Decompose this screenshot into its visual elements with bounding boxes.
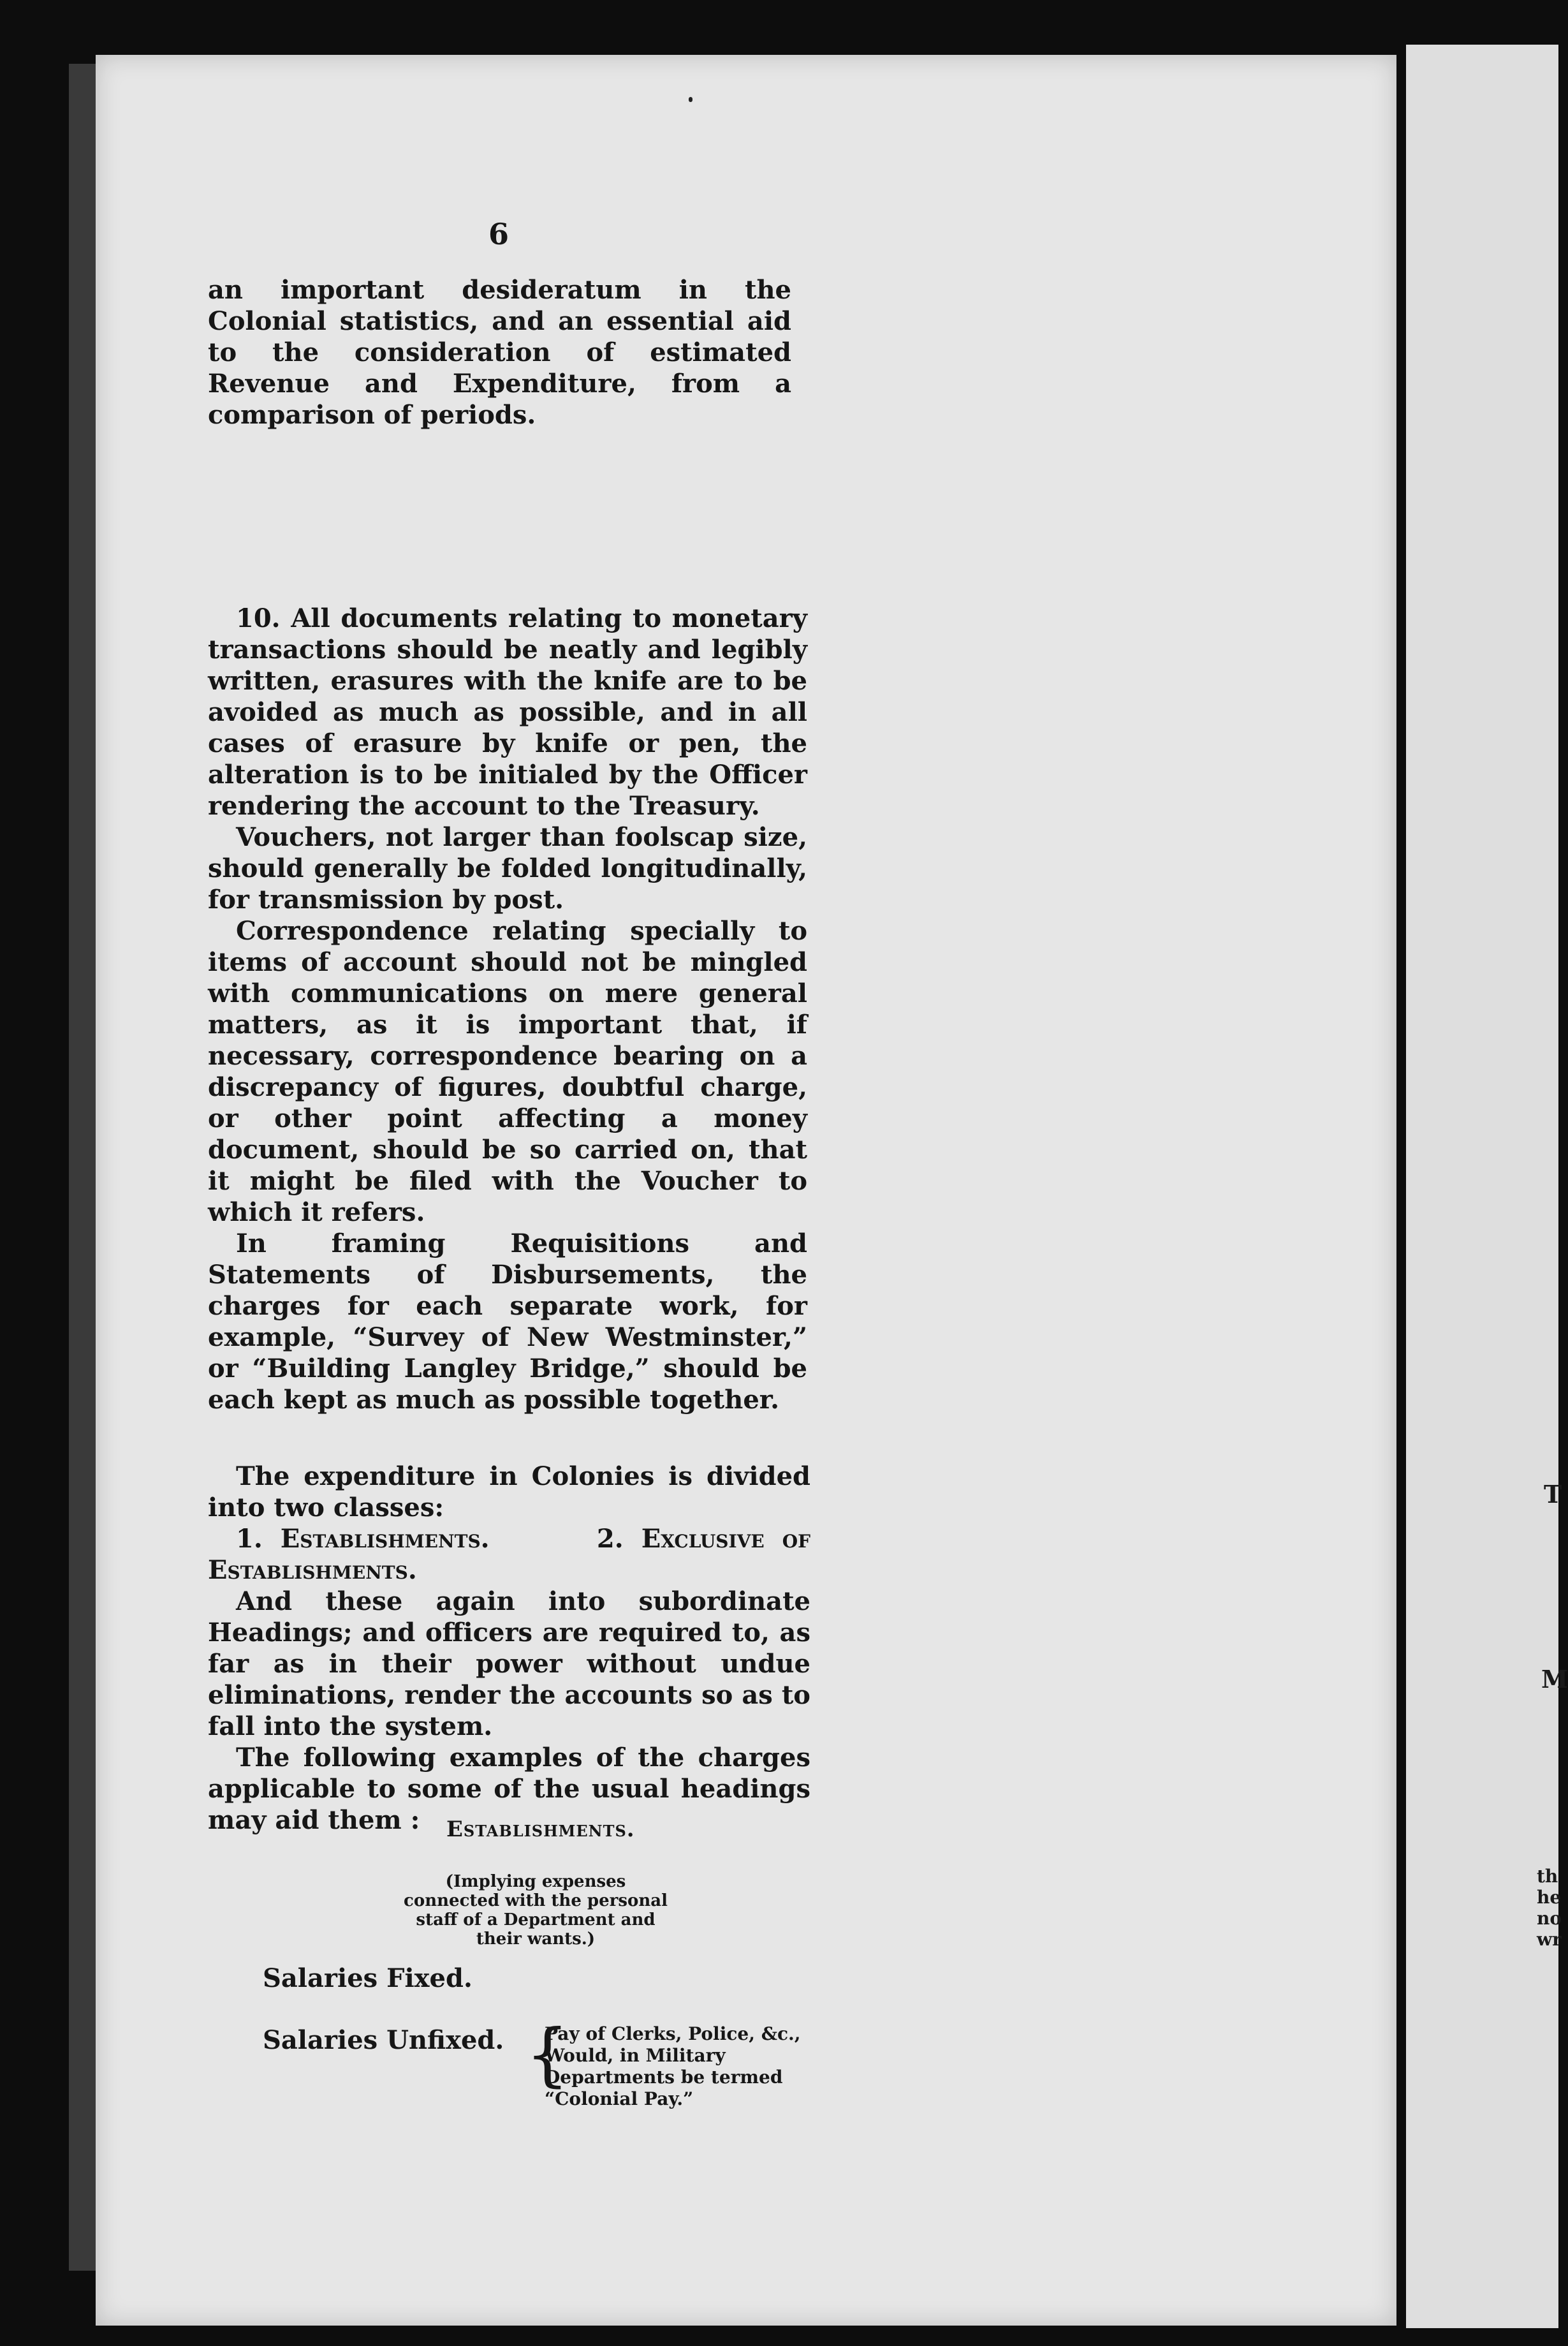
salaries-unfixed-note: Pay of Clerks, Police, &c., Would, in Military Departments be termed “Colonial Pay.”	[545, 2023, 801, 2109]
paragraph-expenditure: The expenditure in Colonies is divided into two classes:	[208, 1461, 810, 1523]
intro-paragraph	[208, 274, 791, 431]
binding-strip	[69, 64, 98, 2271]
paragraph-examples: The following examples of the charges applicable to some of the usual headings may aid them :	[208, 1743, 810, 1835]
adjacent-page-edge	[1406, 45, 1568, 2328]
paragraph-correspondence: Correspondence relating specially to items of account should not be mingled with communications on mere general matters, as it is important that, if necessary, correspondence bearing on a discrepancy of figures, doubtful charge, or other point affecting a money document, should be so carried on, that it might be filed with the Voucher to which it refers.	[208, 916, 807, 1227]
curly-brace-icon: {	[525, 2015, 569, 2095]
establishments-heading: Establishments.	[446, 1817, 635, 1842]
paragraph-subordinate: And these again into subordinate Headings; and officers are required to, as far as in their power without undue eliminations, render the accounts so as to fall into the system.	[208, 1586, 810, 1741]
adjacent-page-fragment: M	[1541, 1665, 1568, 1693]
paragraph-vouchers: Vouchers, not larger than foolscap size, should generally be folded longitudinally, for transmission by post.	[208, 822, 807, 915]
classes-line	[208, 1523, 810, 1586]
class-exclusive: 2. Exclusive of Establishments.	[208, 1524, 810, 1585]
page-number: 6	[488, 217, 509, 251]
intro-text: an important desideratum in the Colonial statistics, and an essential aid to the consideration of estimated Revenue and Expenditure, from a comparison of periods.	[208, 275, 791, 430]
paragraph-requisitions: In framing Requisitions and Statements of Disbursements, the charges for each separate work, for example, “Survey of New Westminster,” or “Building Langley Bridge,” should be each kept as much as possible together.	[208, 1228, 807, 1415]
establishments-note: (Implying expenses connected with the personal staff of a Department and their wants.)	[404, 1872, 668, 1949]
adjacent-page-fragment: T	[1544, 1480, 1562, 1509]
salaries-fixed-heading: Salaries Fixed.	[263, 1963, 473, 1993]
class-establishments: 1. Establishments.	[236, 1524, 490, 1554]
adjacent-page-fragment: th	[1537, 1866, 1558, 1887]
paragraph-10: 10. All documents relating to monetary transactions should be neatly and legibly written, erasures with the knife are to be avoided as much as possible, and in all cases of erasure by knife or pen, the alteration is to be initialed by the Officer rendering the account to the Treasury.	[208, 603, 807, 821]
salaries-unfixed-heading: Salaries Unfixed.	[263, 2025, 504, 2055]
ink-speck	[689, 97, 692, 102]
section-10	[208, 603, 807, 1415]
expenditure-section	[208, 1461, 810, 1836]
adjacent-page-fragment: no	[1537, 1908, 1562, 1929]
adjacent-page-fragment: he	[1537, 1887, 1562, 1908]
adjacent-page-fragment: wr	[1537, 1929, 1562, 1950]
